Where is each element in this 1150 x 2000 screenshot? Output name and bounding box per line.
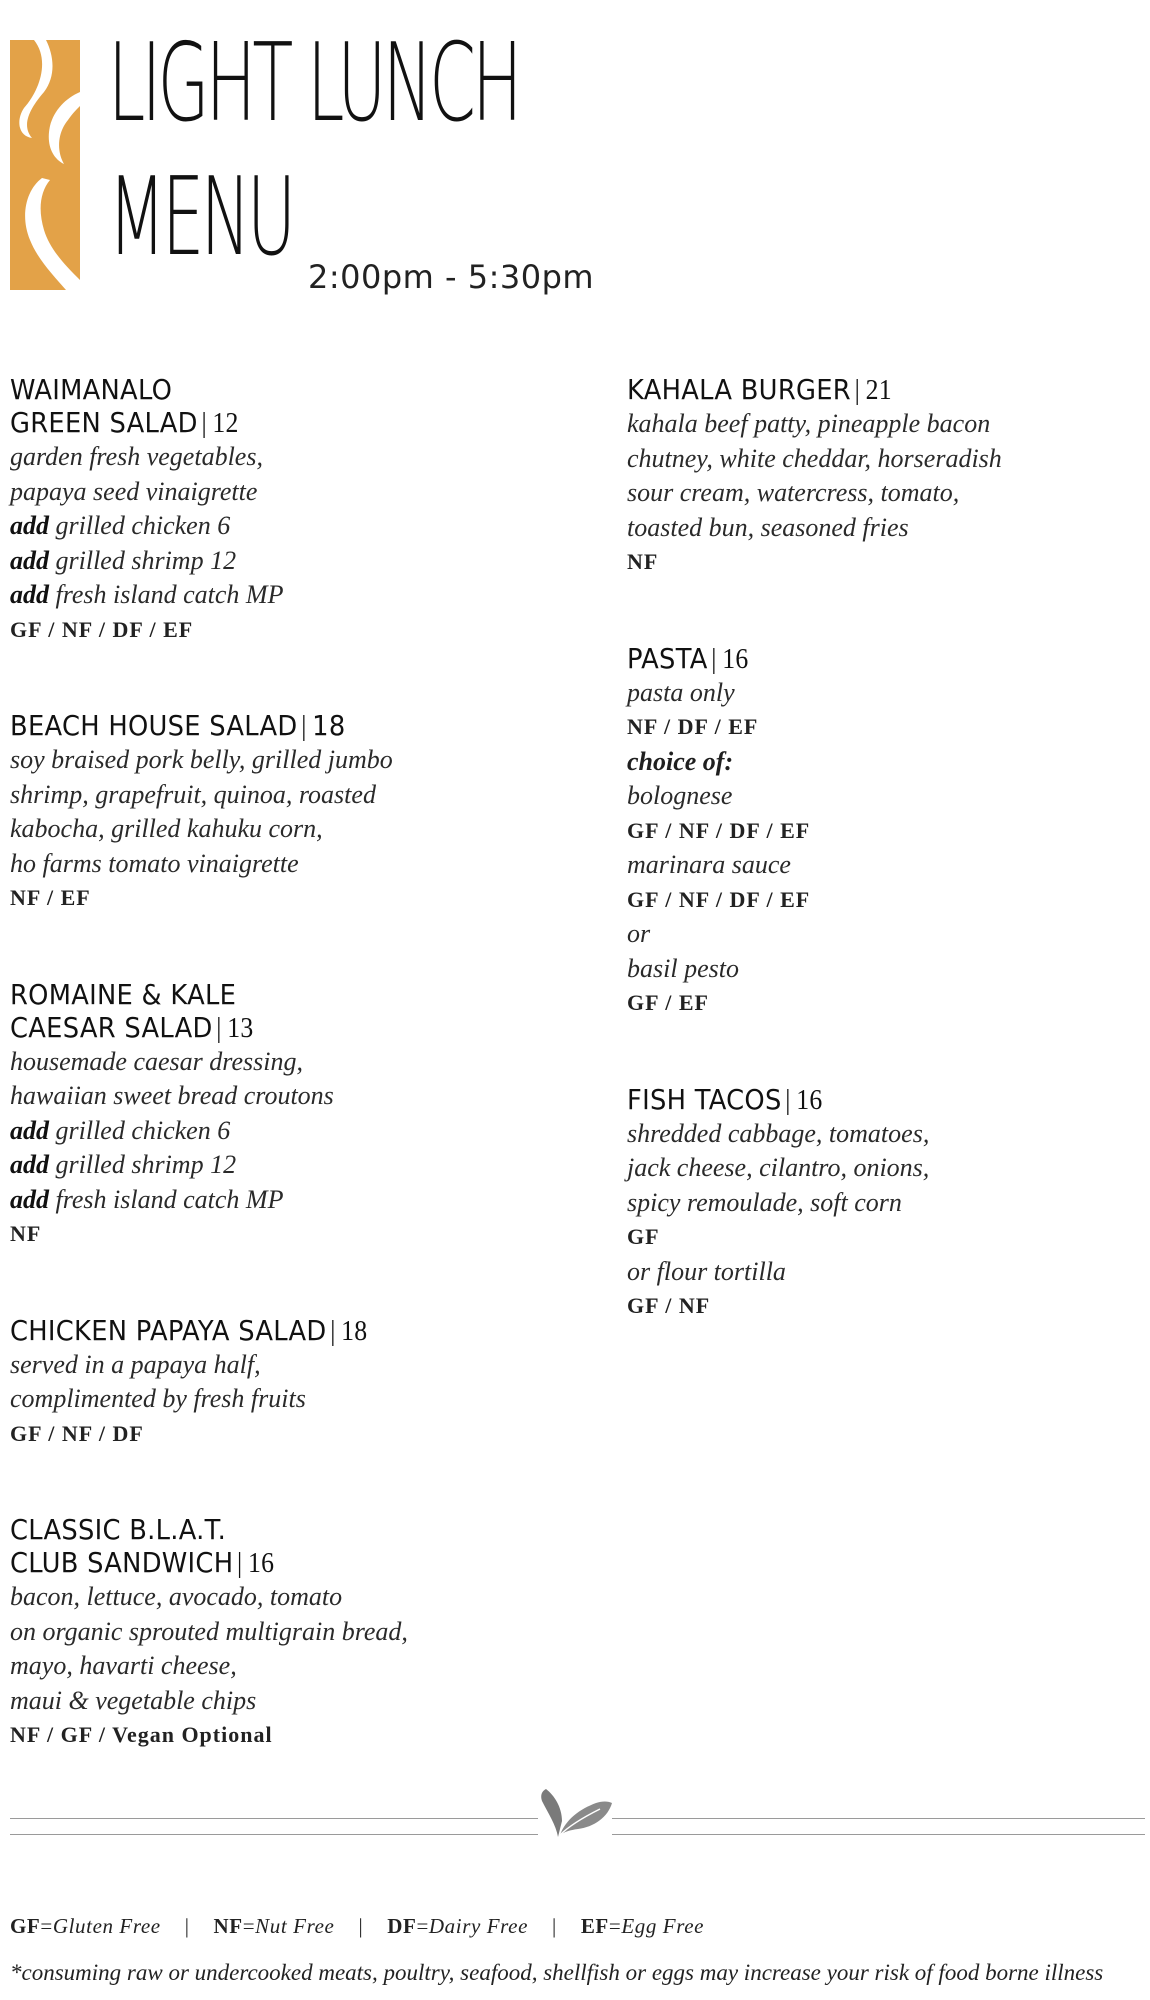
item-name-line: CLASSIC B.L.A.T. <box>10 1513 227 1546</box>
sauce-option-marinara: marinara sauce <box>627 850 791 879</box>
dietary-tags: GF <box>627 1224 660 1249</box>
item-price: 18 <box>341 1315 368 1347</box>
title-line-2: MENU <box>108 155 293 280</box>
dietary-tags: GF / EF <box>627 990 709 1015</box>
description-line: spicy remoulade, soft corn <box>627 1187 902 1217</box>
dietary-tags: NF / DF / EF <box>627 714 759 739</box>
choice-label: choice of: <box>627 746 734 776</box>
legend-nut-free: NF=Nut Free <box>213 1914 335 1938</box>
item-name-line: KAHALA BURGER <box>627 373 851 406</box>
description-line: garden fresh vegetables, <box>10 442 263 471</box>
item-name <box>627 642 1105 676</box>
price-separator: | <box>216 1012 222 1044</box>
description-line: served in a papaya half, <box>10 1349 261 1379</box>
item-name <box>627 1083 1105 1117</box>
or-text: or <box>627 919 651 948</box>
orange-leaf-logo-icon <box>10 40 80 290</box>
addon-line: add fresh island catch MP <box>10 1184 284 1214</box>
left-menu-column <box>10 373 530 1815</box>
item-name <box>10 978 488 1045</box>
pasta-only-line: pasta only <box>627 677 735 707</box>
price-separator: | <box>330 1315 336 1347</box>
food-safety-disclaimer: *consuming raw or undercooked meats, poultry, seafood, shellfish or eggs may increase your risk of food borne illness <box>10 1960 1104 1985</box>
item-name <box>10 373 488 440</box>
legend-egg-free: EF=Egg Free <box>580 1914 705 1938</box>
item-name-line: PASTA <box>627 641 708 675</box>
gray-leaf-icon <box>538 1787 612 1839</box>
legend-gluten-free: GF=Gluten Free <box>10 1914 161 1938</box>
description-line: kabocha, grilled kahuku corn, <box>10 814 323 843</box>
item-description <box>627 407 1147 545</box>
price-separator: | <box>237 1548 243 1579</box>
serving-hours: 2:00pm - 5:30pm <box>308 258 595 296</box>
item-name-line: CHICKEN PAPAYA SALAD <box>10 1313 327 1347</box>
item-name <box>627 373 1105 407</box>
dietary-tags: GF / NF / DF / EF <box>10 616 194 642</box>
menu-item-chicken-papaya-salad <box>10 1314 530 1452</box>
item-price: 16 <box>247 1548 275 1579</box>
addon-line: add grilled shrimp 12 <box>10 1150 237 1179</box>
description-line: maui & vegetable chips <box>10 1685 257 1715</box>
item-price: 13 <box>227 1012 254 1044</box>
dietary-tags: GF / NF / DF / EF <box>627 817 811 843</box>
item-description <box>10 1348 530 1417</box>
description-line: papaya seed vinaigrette <box>10 476 258 506</box>
dietary-tags: GF / NF / DF <box>10 1420 144 1446</box>
addon-line: add grilled chicken 6 <box>10 1115 231 1145</box>
legend-dairy-free: DF=Dairy Free <box>387 1914 529 1938</box>
item-name-line: CAESAR SALAD <box>10 1010 213 1044</box>
legend-separator: | <box>358 1914 364 1938</box>
item-name <box>10 709 488 743</box>
description-line: shredded cabbage, tomatoes, <box>627 1118 930 1148</box>
item-name-line: GREEN SALAD <box>10 406 198 439</box>
dietary-tags: NF <box>10 1221 42 1246</box>
item-price: 12 <box>212 408 239 439</box>
price-separator: | <box>711 643 717 675</box>
item-name-line: FISH TACOS <box>627 1082 782 1116</box>
item-name-line: CLUB SANDWICH <box>10 1546 234 1579</box>
description-line: shrimp, grapefruit, quinoa, roasted <box>10 779 376 809</box>
item-price: 16 <box>722 643 749 675</box>
dietary-legend <box>10 1914 704 1939</box>
price-separator: | <box>785 1084 791 1116</box>
item-description <box>10 1580 530 1718</box>
menu-item-fish-tacos <box>627 1083 1147 1324</box>
item-price: 18 <box>312 709 346 742</box>
addon-line: add grilled chicken 6 <box>10 511 231 540</box>
dietary-tags: GF / NF / DF / EF <box>627 886 811 912</box>
sauce-option-basil-pesto: basil pesto <box>627 953 739 983</box>
menu-item-romaine-kale-caesar-salad <box>10 978 530 1252</box>
description-line: kahala beef patty, pineapple bacon <box>627 409 991 438</box>
dietary-tags: GF / NF <box>627 1293 711 1318</box>
description-line: chutney, white cheddar, horseradish <box>627 443 1002 473</box>
description-line: bacon, lettuce, avocado, tomato <box>10 1582 343 1611</box>
dietary-tags: NF / GF / Vegan Optional <box>10 1722 273 1747</box>
description-line: soy braised pork belly, grilled jumbo <box>10 745 393 774</box>
item-description <box>10 743 530 881</box>
item-price: 21 <box>865 375 892 406</box>
tortilla-alternative: or flour tortilla <box>627 1256 786 1286</box>
dietary-tags: NF <box>627 549 659 574</box>
description-line: mayo, havarti cheese, <box>10 1651 237 1680</box>
description-line: on organic sprouted multigrain bread, <box>10 1616 408 1646</box>
description-line: housemade caesar dressing, <box>10 1046 303 1076</box>
item-description <box>10 1045 530 1218</box>
description-line: toasted bun, seasoned fries <box>627 512 909 542</box>
description-line: sour cream, watercress, tomato, <box>627 478 960 507</box>
item-name-line: WAIMANALO <box>10 373 173 406</box>
right-menu-column <box>627 373 1147 1386</box>
price-separator: | <box>854 375 861 406</box>
addon-line: add grilled shrimp 12 <box>10 545 237 575</box>
price-separator: | <box>301 711 307 742</box>
item-name-line: BEACH HOUSE SALAD <box>10 709 298 742</box>
menu-item-kahala-burger <box>627 373 1147 580</box>
item-description <box>10 440 530 613</box>
item-name-line: ROMAINE & KALE <box>10 977 237 1011</box>
item-description <box>627 1117 1147 1221</box>
legend-separator: | <box>184 1914 190 1938</box>
menu-item-pasta <box>627 642 1147 1021</box>
title-line-1: LIGHT LUNCH <box>108 21 519 146</box>
description-line: ho farms tomato vinaigrette <box>10 848 299 878</box>
dietary-tags: NF / EF <box>10 885 91 910</box>
price-separator: | <box>201 408 207 439</box>
item-name <box>10 1314 488 1348</box>
menu-item-waimanalo-green-salad <box>10 373 530 647</box>
menu-item-beach-house-salad <box>10 709 530 916</box>
addon-line: add fresh island catch MP <box>10 580 284 609</box>
sauce-option-bolognese: bolognese <box>627 781 733 810</box>
description-line: hawaiian sweet bread croutons <box>10 1081 334 1110</box>
item-name <box>10 1513 488 1580</box>
menu-item-classic-blat-club-sandwich <box>10 1513 530 1753</box>
description-line: complimented by fresh fruits <box>10 1384 306 1413</box>
legend-separator: | <box>552 1914 557 1938</box>
item-price: 16 <box>796 1084 823 1116</box>
description-line: jack cheese, cilantro, onions, <box>627 1153 930 1182</box>
